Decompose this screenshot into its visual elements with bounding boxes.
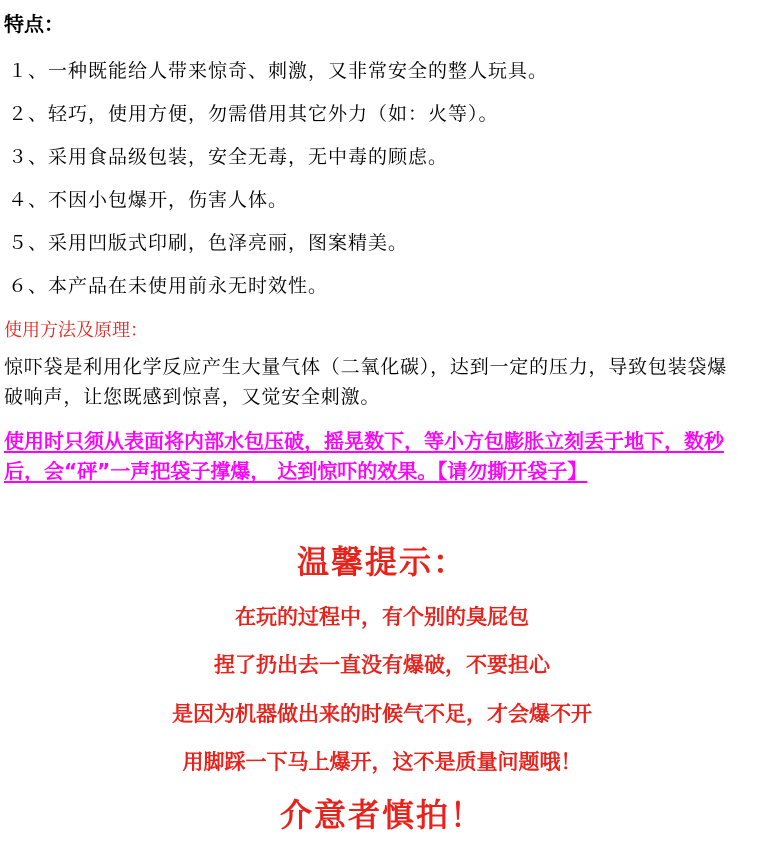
features-heading: 特点： bbox=[4, 12, 64, 36]
feature-item-2: ２、轻巧，使用方便，勿需借用其它外力（如：火等）。 bbox=[8, 103, 499, 125]
tip-line-4: 用脚踩一下马上爆开，这不是质量问题哦！ bbox=[182, 750, 582, 774]
tips-title: 温馨提示： bbox=[296, 543, 467, 581]
feature-item-5: ５、采用凹版式印刷，色泽亮丽，图案精美。 bbox=[8, 232, 409, 254]
feature-item-4: ４、不因小包爆开，伤害人体。 bbox=[8, 189, 289, 211]
feature-item-6: ６、本产品在未使用前永无时效性。 bbox=[8, 275, 329, 297]
tip-line-1: 在玩的过程中，有个别的臭屁包 bbox=[235, 605, 529, 629]
tip-line-3: 是因为机器做出来的时候气不足，才会爆不开 bbox=[172, 702, 592, 726]
feature-item-3: ３、采用食品级包装，安全无毒，无中毒的顾虑。 bbox=[8, 146, 449, 168]
tip-line-2: 捏了扔出去一直没有爆破，不要担心 bbox=[214, 653, 550, 677]
feature-item-1: １、一种既能给人带来惊奇、刺激，又非常安全的整人玩具。 bbox=[8, 60, 549, 82]
principle-paragraph: 惊吓袋是利用化学反应产生大量气体（二氧化碳），达到一定的压力，导致包装袋爆破响声，让您既感到惊喜，又觉安全刺激。 bbox=[4, 356, 728, 408]
tips-closing: 介意者慎拍！ bbox=[279, 796, 484, 834]
usage-instructions: 使用时只须从表面将内部水包压破，摇晃数下，等小方包膨胀立刻丢于地下，数秒后，会“砰”一声把袋子撑爆， 达到惊吓的效果。【请勿撕开袋子】 bbox=[4, 429, 724, 483]
usage-title: 使用方法及原理： bbox=[4, 320, 148, 341]
